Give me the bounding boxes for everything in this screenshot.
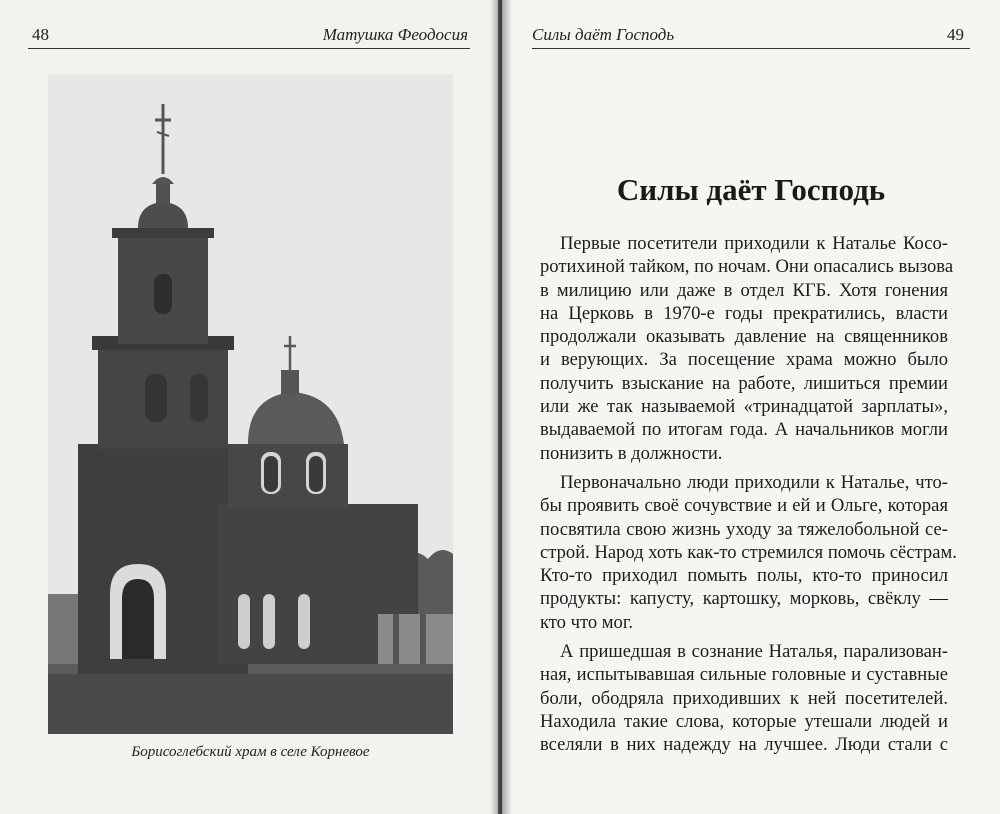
right-header [532, 20, 970, 49]
text-line: Находила такие слова, которые утешали людей и [540, 710, 948, 732]
text-line: в милицию или даже в отдел КГБ. Хотя гонения [540, 279, 948, 301]
right-running-head: Силы даёт Господь [532, 25, 675, 44]
church-photo [48, 74, 453, 734]
left-header [28, 20, 470, 49]
right-page-number: 49 [947, 25, 964, 44]
church-illustration [48, 74, 453, 734]
body-text [540, 232, 957, 757]
text-line: строй. Народ хоть как-то стремился помочь сёстрам. [540, 541, 957, 563]
left-page [0, 0, 498, 814]
right-page [502, 0, 1000, 814]
photo-caption: Борисоглебский храм в селе Корневое [131, 744, 370, 760]
text-line: вселяли в них надежду на лучшее. Люди стали с [540, 734, 948, 756]
text-line: ротихиной тайком, по ночам. Они опасались вызова [540, 256, 954, 278]
text-line: А пришедшая в сознание Наталья, парализован- [560, 641, 948, 663]
text-line: продолжали оказывать давление на священников [540, 326, 948, 348]
text-line: Первоначально люди приходили к Наталье, что- [560, 471, 948, 493]
text-line: и верующих. За посещение храма можно было [540, 349, 948, 371]
text-line: или же так называемой «тринадцатой зарплаты», [540, 396, 948, 418]
left-running-head: Матушка Феодосия [322, 25, 468, 44]
text-line: понизить в должности. [540, 442, 723, 464]
chapter-title: Силы даёт Господь [616, 172, 886, 207]
text-line: выдаваемой по итогам года. А начальников могли [540, 419, 948, 441]
text-line: кто что мог. [540, 611, 634, 633]
text-line: посвятила свою жизнь уходу за тяжелобольной се- [540, 518, 948, 540]
text-line: на Церковь в 1970-е годы прекратились, власти [540, 302, 948, 324]
book-gutter [490, 0, 512, 814]
text-line: получить взыскание на работе, лишиться премии [540, 372, 948, 394]
text-line: боли, ободряла приходивших к ней посетителей. [540, 687, 948, 709]
text-line: Первые посетители приходили к Наталье Косо- [560, 233, 948, 254]
text-line: бы проявить своё сочувствие и ей и Ольге, которая [540, 495, 948, 517]
text-line: ная, испытывавшая сильные головные и суставные [540, 664, 948, 686]
left-page-number: 48 [32, 25, 49, 44]
text-line: продукты: капусту, картошку, морковь, свёклу — [540, 588, 948, 610]
text-line: Кто-то приходил помыть полы, кто-то приносил [540, 565, 948, 587]
